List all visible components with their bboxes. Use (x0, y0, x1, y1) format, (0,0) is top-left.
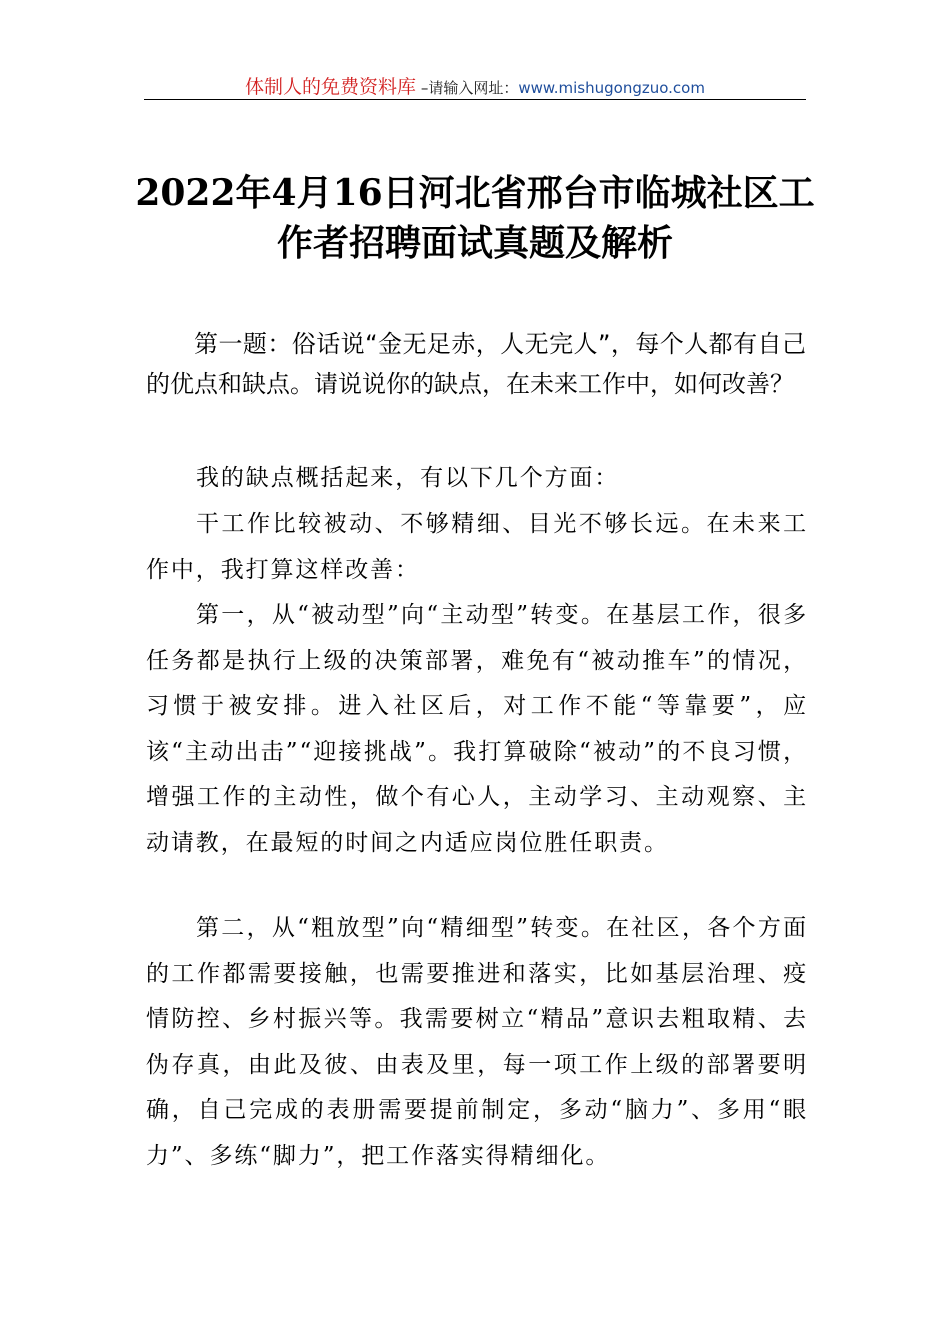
url-prompt: –请输入网址： (416, 79, 519, 97)
question-paragraph: 第一题：俗话说“金无足赤，人无完人”，每个人都有自己的优点和缺点。请说说你的缺点，在未来工作中，如何改善？ (146, 330, 806, 398)
answer-paragraph-first: 第一，从“被动型”向“主动型”转变。在基层工作，很多任务都是执行上级的决策部署，难免有“被动推车”的情况，习惯于被安排。进入社区后，对工作不能“等靠要”，应该“主动出击”“迎接挑战”。我打算破除“被动”的不良习惯，增强工作的主动性，做个有心人，主动学习、主动观察、主动请教，在最短的时间之内适应岗位胜任职责。 (146, 602, 808, 856)
site-brand: 体制人的免费资料库 (245, 76, 417, 98)
site-url-link[interactable]: www.mishugongzuo.com (518, 79, 705, 97)
answer-paragraph-intro: 我的缺点概括起来，有以下几个方面： (196, 465, 620, 491)
answer-paragraph-second: 第二，从“粗放型”向“精细型”转变。在社区，各个方面的工作都需要接触，也需要推进和落实，比如基层治理、疫情防控、乡村振兴等。我需要树立“精品”意识去粗取精、去伪存真，由此及彼、由表及里，每一项工作上级的部署要明确，自己完成的表册需要提前制定，多动“脑力”、多用“眼力”、多练“脚力”，把工作落实得精细化。 (146, 915, 808, 1169)
document-title: 2022年4月16日河北省邢台市临城社区工作者招聘面试真题及解析 (135, 172, 815, 264)
page-header (144, 72, 806, 99)
header-divider (144, 99, 806, 100)
answer-paragraph-summary: 干工作比较被动、不够精细、目光不够长远。在未来工作中，我打算这样改善： (146, 511, 808, 583)
